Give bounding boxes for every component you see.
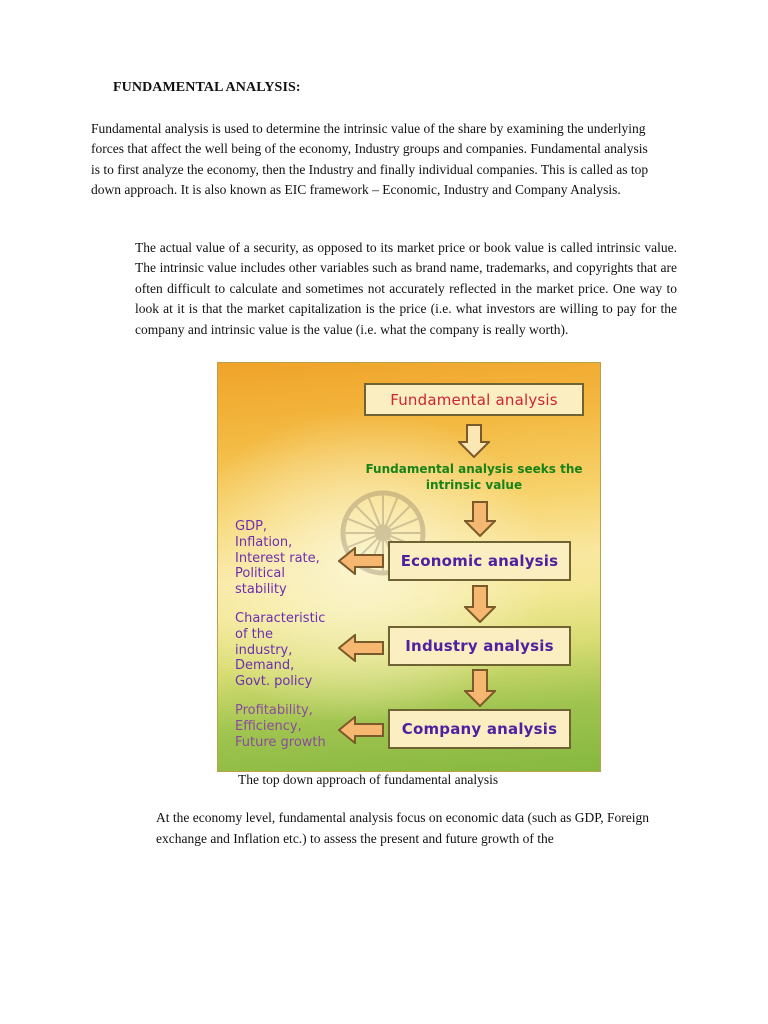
company-factors-list: Profitability, Efficiency, Future growth	[235, 703, 326, 750]
arrow-down-icon	[464, 669, 496, 707]
top-down-approach-diagram	[217, 362, 601, 772]
arrow-down-icon	[458, 424, 490, 458]
economy-level-paragraph: At the economy level, fundamental analysis focus on economic data (such as GDP, Foreign exchange and Inflation etc.) to assess the present and future growth of the	[156, 810, 650, 846]
economic-factors-list: GDP, Inflation, Interest rate, Political stability	[235, 519, 320, 598]
seeks-intrinsic-value-text: Fundamental analysis seeks the intrinsic value	[365, 462, 583, 492]
intro-paragraph: Fundamental analysis is used to determine the intrinsic value of the share by examining the underlying forces that affect the well being of the economy, Industry groups and companies. Fundamental analysis is to first analyze the economy, then the Industry and finally individual companies. This is called as top down approach. It is also known as EIC framework – Economic, Industry and Company Analysis.	[91, 121, 649, 197]
industry-factors-list: Characteristic of the industry, Demand, Govt. policy	[235, 611, 326, 690]
section-heading: FUNDAMENTAL ANALYSIS:	[113, 80, 301, 95]
arrow-down-icon	[464, 501, 496, 537]
economic-analysis-box: Economic analysis	[388, 541, 571, 581]
company-analysis-box: Company analysis	[388, 709, 571, 749]
figure-caption: The top down approach of fundamental analysis	[238, 772, 499, 787]
industry-analysis-box: Industry analysis	[388, 626, 571, 666]
arrow-down-icon	[464, 585, 496, 623]
intrinsic-value-paragraph: The actual value of a security, as opposed to its market price or book value is called intrinsic value. The intrinsic value includes other variables such as brand name, trademarks, and copyrights that are often difficult to calculate and sometimes not accurately reflected in the market price. One way to look at it is that the market capitalization is the price (i.e. what investors are willing to pay for the company and intrinsic value is the value (i.e. what the company is really worth).	[135, 240, 677, 337]
fundamental-analysis-box: Fundamental analysis	[364, 383, 584, 416]
